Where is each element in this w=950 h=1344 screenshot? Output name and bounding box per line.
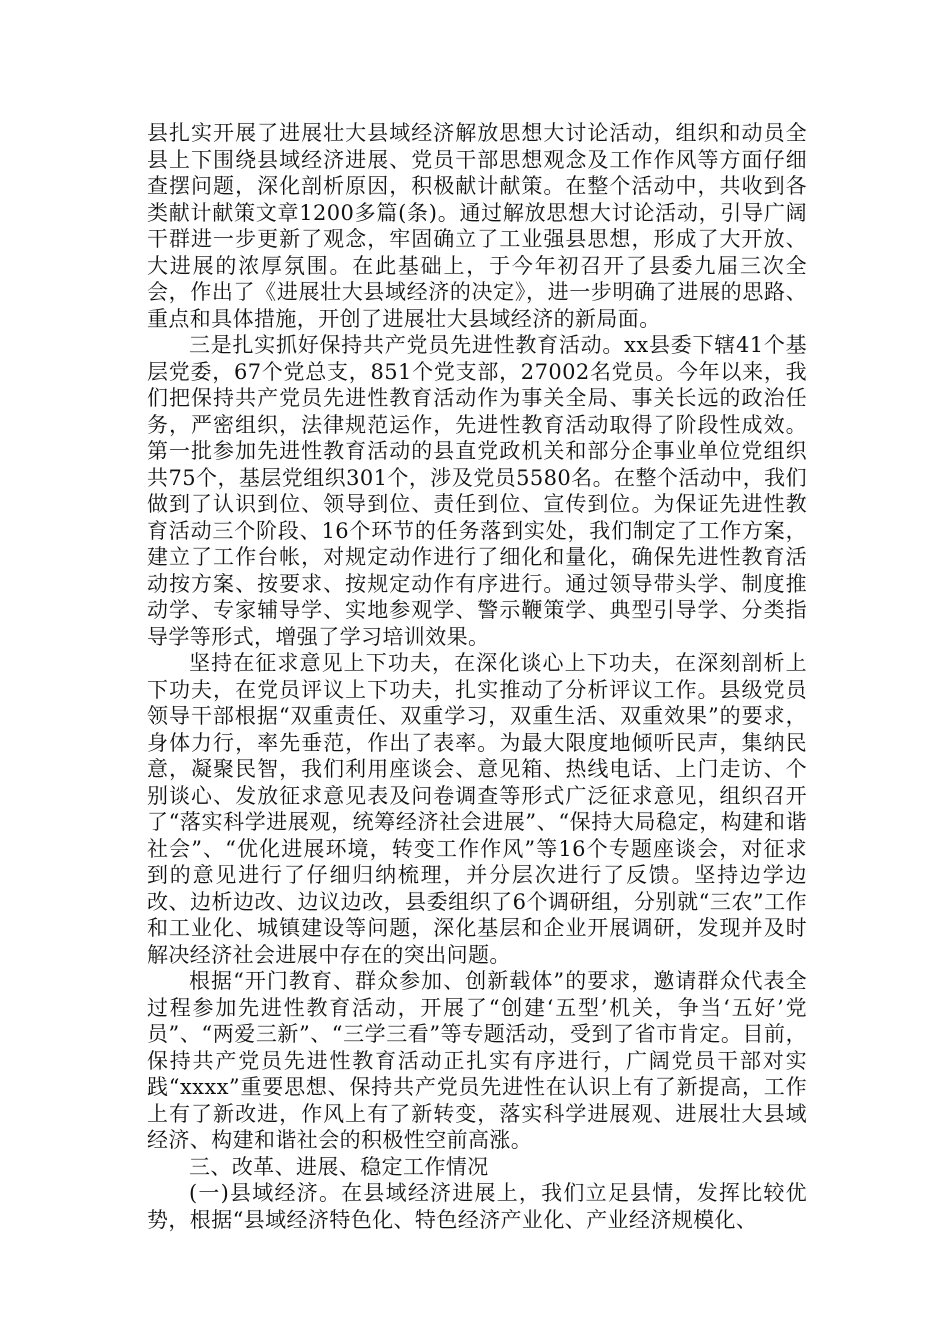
paragraph-county-economy: (一)县域经济。在县域经济进展上，我们立足县情，发挥比较优势，根据“县域经济特色化、特色经济产业化、产业经济规模化、 [147, 1181, 807, 1232]
paragraph-party-education-activity: 三是扎实抓好保持共产党员先进性教育活动。xx县委下辖41个基层党委，67个党总支，851个党支部，27002名党员。今年以来，我们把保持共产党员先进性教育活动作为事关全局、事关长远的政治任务，严密组织，法律规范运作，先进性教育活动取得了阶段性成效。第一批参加先进性教育活动的县直党政机关和部分企事业单位党组织共75个，基层党组织301个，涉及党员5580名。在整个活动中，我们做到了认识到位、领导到位、责任到位、宣传到位。为保证先进性教育活动三个阶段、16个环节的任务落到实处，我们制定了工作方案，建立了工作台帐，对规定动作进行了细化和量化，确保先进性教育活动按方案、按要求、按规定动作有序进行。通过领导带头学、制度推动学、专家辅导学、实地参观学、警示鞭策学、典型引导学、分类指导学等形式，增强了学习培训效果。 [147, 333, 807, 649]
section-heading-reform-development-stability: 三、改革、进展、稳定工作情况 [189, 1154, 489, 1179]
paragraph-open-door-education: 根据“开门教育、群众参加、创新载体”的要求，邀请群众代表全过程参加先进性教育活动，开展了“创建‘五型’机关，争当‘五好’党员”、“两爱三新”、“三学三看”等专题活动，受到了省市肯定。目前，保持共产党员先进性教育活动正扎实有序进行，广阔党员干部对实践“xxxx”重要思想、保持共产党员先进性在认识上有了新提高，工作上有了新改进，作风上有了新转变，落实科学进展观、进展壮大县域经济、构建和谐社会的积极性空前高涨。 [147, 969, 807, 1152]
document-body [147, 120, 807, 1233]
paragraph-county-economy-discussion: 县扎实开展了进展壮大县域经济解放思想大讨论活动，组织和动员全县上下围绕县域经济进展、党员干部思想观念及工作作风等方面仔细查摆问题，深化剖析原因，积极献计献策。在整个活动中，共收到各类献计献策文章1200多篇(条)。通过解放思想大讨论活动，引导广阔干群进一步更新了观念，牢固确立了工业强县思想，形成了大开放、大进展的浓厚氛围。在此基础上，于今年初召开了县委九届三次全会，作出了《进展壮大县域经济的决定》，进一步明确了进展的思路、重点和具体措施，开创了进展壮大县域经济的新局面。 [147, 121, 807, 331]
paragraph-opinion-solicitation: 坚持在征求意见上下功夫，在深化谈心上下功夫，在深刻剖析上下功夫，在党员评议上下功夫，扎实推动了分析评议工作。县级党员领导干部根据“双重责任、双重学习，双重生活、双重效果”的要求，身体力行，率先垂范，作出了表率。为最大限度地倾听民声，集纳民意，凝聚民智，我们利用座谈会、意见箱、热线电话、上门走访、个别谈心、发放征求意见表及问卷调查等形式广泛征求意见，组织召开了“落实科学进展观，统筹经济社会进展”、“保持大局稳定，构建和谐社会”、“优化进展环境，转变工作作风”等16个专题座谈会，对征求到的意见进行了仔细归纳梳理，并分层次进行了反馈。坚持边学边改、边析边改、边议边改，县委组织了6个调研组，分别就“三农”工作和工业化、城镇建设等问题，深化基层和企业开展调研，发现并及时解决经济社会进展中存在的突出问题。 [147, 651, 807, 967]
